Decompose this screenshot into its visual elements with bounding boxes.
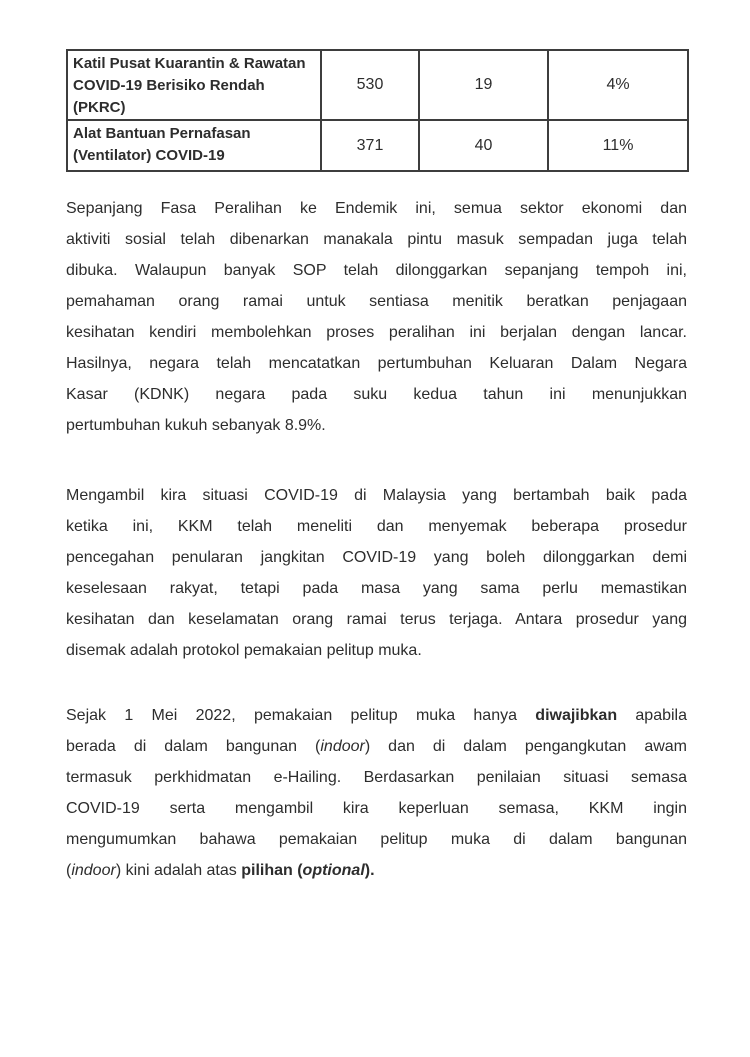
text-line — [66, 855, 687, 886]
table-cell-value: 371 — [321, 120, 419, 171]
text-line — [66, 604, 687, 635]
text-line — [66, 286, 687, 317]
text-line — [66, 700, 687, 731]
text-segment: aktiviti sosial telah dibenarkan manakala pintu masuk sempadan juga telah — [66, 231, 687, 248]
text-segment: Kasar (KDNK) negara pada suku kedua tahun ini menunjukkan — [66, 386, 687, 403]
text-line — [66, 410, 687, 441]
paragraph-2 — [66, 480, 687, 666]
text-segment: Hasilnya, negara telah mencatatkan pertumbuhan Keluaran Dalam Negara — [66, 355, 687, 372]
continuation-table — [66, 49, 689, 172]
text-segment: apabila — [617, 707, 687, 724]
table-cell-value: 19 — [419, 50, 548, 120]
bold-segment: pilihan ( — [241, 862, 303, 879]
text-segment: Mengambil kira situasi COVID-19 di Malaysia yang bertambah baik pada — [66, 487, 687, 504]
text-segment: kesihatan dan keselamatan orang ramai terus terjaga. Antara prosedur yang — [66, 611, 687, 628]
label-line: Alat Bantuan Pernafasan — [73, 125, 251, 142]
text-segment: COVID-19 serta mengambil kira keperluan semasa, KKM ingin — [66, 800, 687, 817]
text-segment: kesihatan kendiri membolehkan proses peralihan ini berjalan dengan lancar. — [66, 324, 687, 341]
text-line — [66, 793, 687, 824]
label-line: (PKRC) — [73, 99, 126, 116]
text-line — [66, 762, 687, 793]
text-segment: ) kini adalah atas — [115, 862, 242, 879]
text-line — [66, 480, 687, 511]
text-line — [66, 573, 687, 604]
table-row-pkrc — [67, 50, 688, 120]
text-line — [66, 635, 687, 666]
label-line: COVID-19 Berisiko Rendah — [73, 77, 265, 94]
text-line — [66, 317, 687, 348]
text-segment: ( — [66, 862, 72, 879]
table-cell-value: 11% — [548, 120, 688, 171]
text-segment: mengumumkan bahawa pemakaian pelitup muka di dalam bangunan — [66, 831, 687, 848]
table-cell-value: 40 — [419, 120, 548, 171]
italic-segment: indoor — [320, 738, 365, 755]
text-segment: pencegahan penularan jangkitan COVID-19 yang boleh dilonggarkan demi — [66, 549, 687, 566]
paragraph-1 — [66, 193, 687, 441]
text-line — [66, 193, 687, 224]
text-segment: Sepanjang Fasa Peralihan ke Endemik ini, semua sektor ekonomi dan — [66, 200, 687, 217]
text-segment: ketika ini, KKM telah meneliti dan menyemak beberapa prosedur — [66, 518, 687, 535]
text-segment: keselesaan rakyat, tetapi pada masa yang sama perlu memastikan — [66, 580, 687, 597]
text-segment: berada di dalam bangunan ( — [66, 738, 321, 755]
italic-segment: indoor — [71, 862, 116, 879]
text-line — [66, 348, 687, 379]
label-line: Katil Pusat Kuarantin & Rawatan — [73, 55, 306, 72]
bold-segment: diwajibkan — [535, 707, 618, 724]
text-segment: ) dan di dalam pengangkutan awam — [364, 738, 687, 755]
text-segment: pemahaman orang ramai untuk sentiasa menitik beratkan penjagaan — [66, 293, 687, 310]
text-segment: Sejak 1 Mei 2022, pemakaian pelitup muka hanya — [66, 707, 536, 724]
text-line — [66, 731, 687, 762]
bold-segment: ). — [364, 862, 375, 879]
text-line — [66, 379, 687, 410]
text-segment: dibuka. Walaupun banyak SOP telah dilonggarkan sepanjang tempoh ini, — [66, 262, 687, 279]
text-line — [66, 224, 687, 255]
table-cell-value: 530 — [321, 50, 419, 120]
table-cell-label — [67, 50, 321, 120]
text-line — [66, 824, 687, 855]
table-cell-value: 4% — [548, 50, 688, 120]
text-segment: termasuk perkhidmatan e-Hailing. Berdasarkan penilaian situasi semasa — [66, 769, 687, 786]
text-segment: disemak adalah protokol pemakaian pelitup muka. — [66, 642, 422, 659]
table-row-ventilator — [67, 120, 688, 171]
label-line: (Ventilator) COVID-19 — [73, 147, 225, 164]
text-line — [66, 255, 687, 286]
paragraph-3 — [66, 700, 687, 886]
table-cell-label — [67, 120, 321, 171]
bold-italic-segment: optional — [302, 862, 365, 879]
text-line — [66, 542, 687, 573]
text-segment: pertumbuhan kukuh sebanyak 8.9%. — [66, 417, 326, 434]
text-line — [66, 511, 687, 542]
